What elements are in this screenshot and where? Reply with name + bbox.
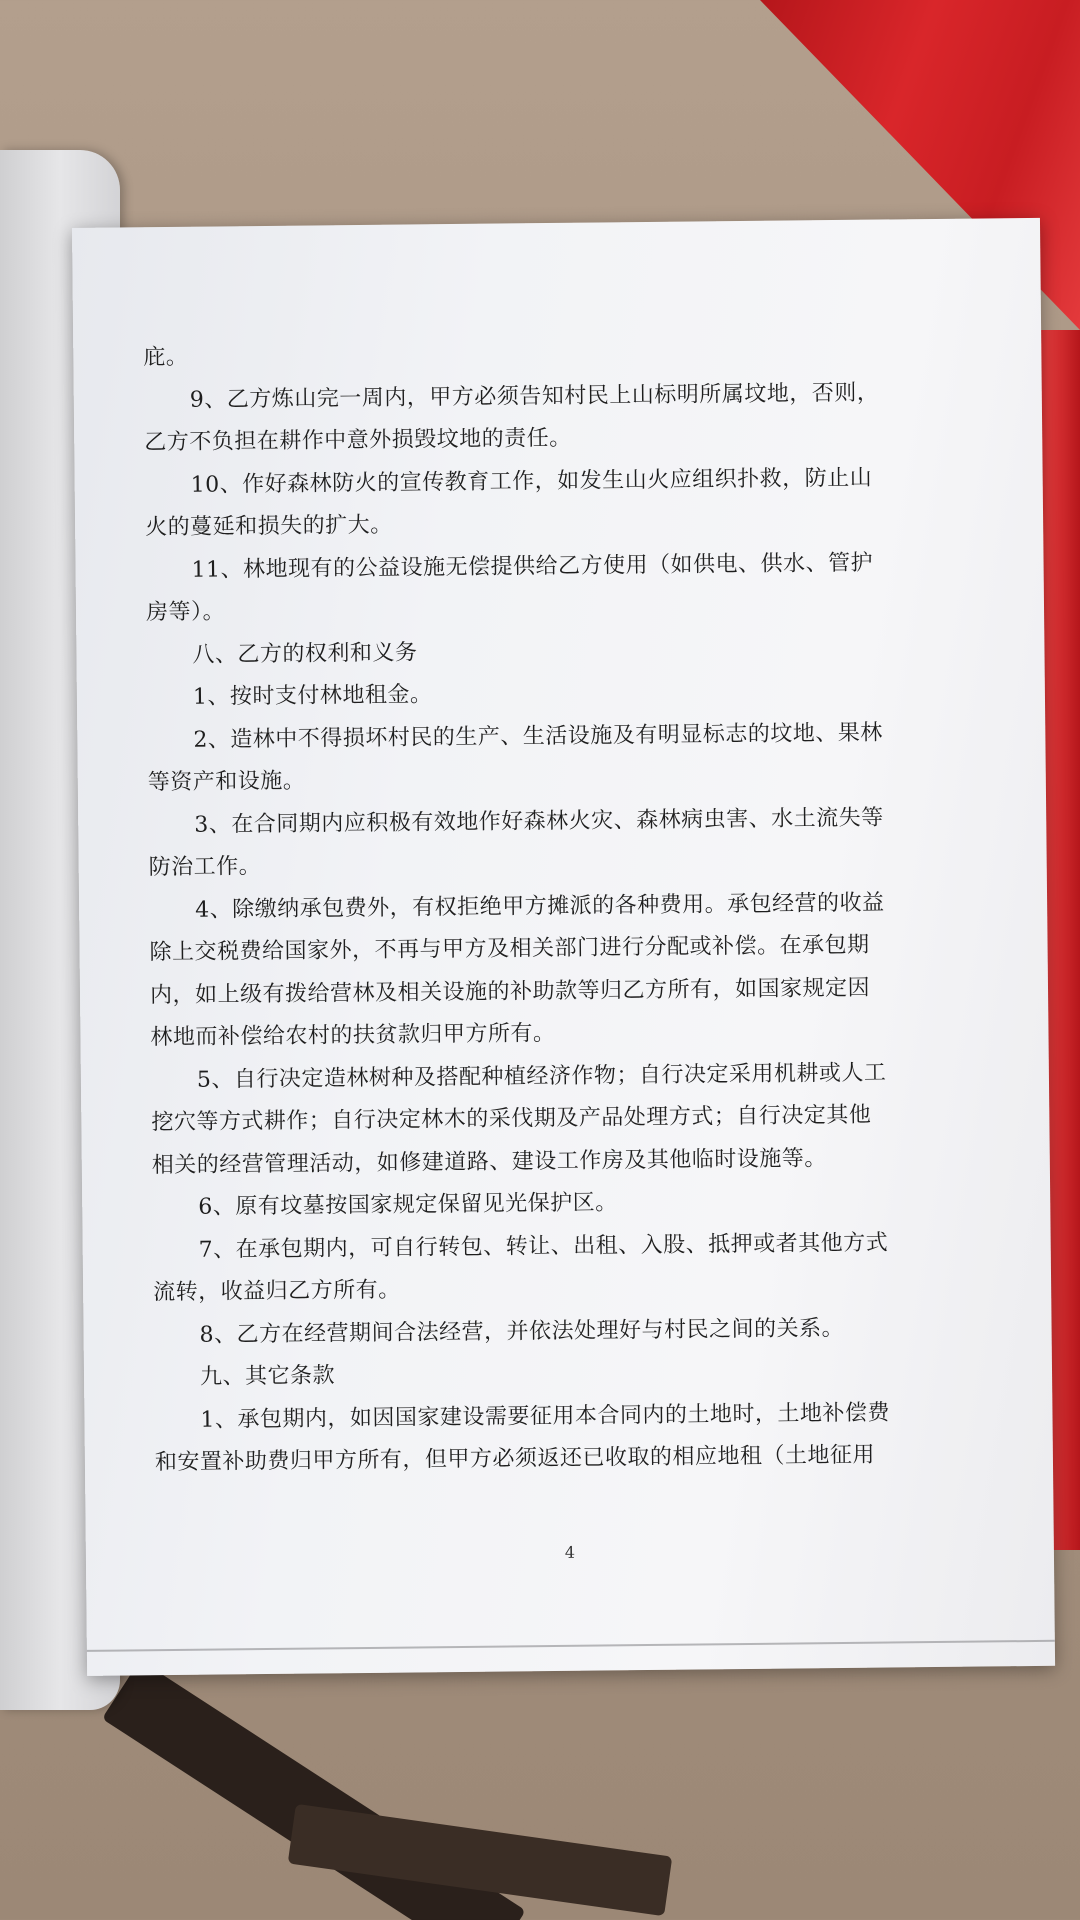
text-line: 相关的经营管理活动，如修建道路、建设工作房及其他临时设施等。 xyxy=(151,1145,827,1178)
text-line: 流转，收益归乙方所有。 xyxy=(153,1277,401,1306)
text-line: 3、在合同期内应积极有效地作好森林火灾、森林病虫害、水土流失等 xyxy=(194,805,884,838)
text-line: 房等）。 xyxy=(145,599,226,626)
text-line: 防治工作。 xyxy=(148,854,262,881)
document-page xyxy=(72,218,1055,1676)
text-line: 九、其它条款 xyxy=(199,1363,336,1390)
text-line: 林地而补偿给农村的扶贫款归甲方所有。 xyxy=(150,1020,556,1051)
text-line: 火的蔓延和损失的扩大。 xyxy=(145,512,393,541)
page-bottom-edge xyxy=(87,1640,1055,1652)
text-line: 7、在承包期内，可自行转包、转让、出租、入股、抵押或者其他方式 xyxy=(198,1230,889,1263)
text-line: 11、林地现有的公益设施无偿提供给乙方使用（如供电、供水、管护 xyxy=(191,550,874,583)
text-line: 等资产和设施。 xyxy=(147,768,306,796)
document-body xyxy=(143,328,995,1484)
text-line: 4、除缴纳承包费外，有权拒绝甲方摊派的各种费用。承包经营的收益 xyxy=(195,890,885,923)
text-line: 9、乙方炼山完一周内，甲方必须告知村民上山标明所属坟地，否则， xyxy=(189,380,880,413)
text-line: 挖穴等方式耕作；自行决定林木的采伐期及产品处理方式；自行决定其他 xyxy=(151,1102,872,1136)
text-line: 除上交税费给国家外，不再与甲方及相关部门进行分配或补偿。在承包期 xyxy=(149,932,870,966)
text-line: 和安置补助费归甲方所有，但甲方必须返还已收取的相应地租（土地征用 xyxy=(154,1442,876,1476)
page-number: 4 xyxy=(564,1542,576,1562)
text-line: 10、作好森林防火的宣传教育工作，如发生山火应组织扑救，防止山 xyxy=(190,465,873,498)
text-line: 5、自行决定造林树种及搭配种植经济作物；自行决定采用机耕或人工 xyxy=(196,1060,887,1093)
text-line: 6、原有坟墓按国家规定保留见光保护区。 xyxy=(198,1190,618,1220)
text-line: 庇。 xyxy=(143,344,189,371)
text-line: 内，如上级有拨给营林及相关设施的补助款等归乙方所有，如国家规定因 xyxy=(149,975,871,1008)
text-line: 八、乙方的权利和义务 xyxy=(192,639,418,668)
text-line: 1、按时支付林地租金。 xyxy=(192,682,433,710)
text-line: 乙方不负担在耕作中意外损毁坟地的责任。 xyxy=(144,425,572,456)
text-line: 1、承包期内，如因国家建设需要征用本合同内的土地时，土地补偿费 xyxy=(200,1400,891,1433)
text-line: 8、乙方在经营期间合法经营，并依法处理好与村民之间的关系。 xyxy=(199,1315,845,1348)
text-line: 2、造林中不得损坏村民的生产、生活设施及有明显标志的坟地、果林 xyxy=(193,720,883,753)
